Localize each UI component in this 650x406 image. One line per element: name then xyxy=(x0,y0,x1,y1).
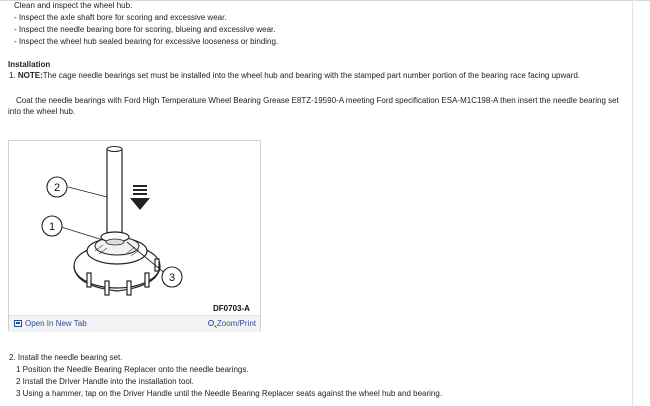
callout-1: 1 xyxy=(48,221,56,233)
open-in-new-tab-label: Open In New Tab xyxy=(25,319,87,328)
zoom-print-link[interactable] xyxy=(208,319,256,328)
figure-code: DF0703-A xyxy=(213,304,250,313)
note-label: NOTE: xyxy=(17,71,43,80)
open-new-tab-icon xyxy=(14,320,22,327)
step-1-number: 1. xyxy=(9,71,16,80)
wheel-hub-illustration xyxy=(9,141,260,315)
callout-2: 2 xyxy=(53,182,61,194)
substep-1: 1 Position the Needle Bearing Replacer onto the needle bearings. xyxy=(16,365,249,374)
substep-3: 3 Using a hammer, tap on the Driver Handle until the Needle Bearing Replacer seats against the wheel hub and bearing. xyxy=(16,389,443,398)
check-item-sealed-bearing: - Inspect the wheel hub sealed bearing for excessive looseness or binding. xyxy=(14,37,279,46)
figure-toolbar xyxy=(9,315,260,332)
installation-step-1 xyxy=(9,71,580,81)
hub-inspect-intro: Clean and inspect the wheel hub. xyxy=(14,1,133,10)
note-text: The cage needle bearings set must be installed into the wheel hub and bearing with the stamped part number portion of the bearing race facing upward. xyxy=(42,71,581,80)
step-2-heading: 2. Install the needle bearing set. xyxy=(9,353,123,362)
right-divider xyxy=(632,0,633,406)
check-item-needle-bore: - Inspect the needle bearing bore for scoring, blueing and excessive wear. xyxy=(14,25,276,34)
callout-3: 3 xyxy=(168,272,176,284)
illustration-figure xyxy=(8,140,261,331)
substep-2: 2 Install the Driver Handle into the installation tool. xyxy=(16,377,194,386)
magnifier-icon xyxy=(208,320,214,326)
open-in-new-tab-link[interactable] xyxy=(14,319,87,328)
coat-instruction-line-2: into the wheel hub. xyxy=(8,107,76,116)
check-item-axle-bore: - Inspect the axle shaft bore for scoring and excessive wear. xyxy=(14,13,227,22)
coat-instruction-line-1: Coat the needle bearings with Ford High Temperature Wheel Bearing Grease E8TZ-19590-A meeting Ford specification ESA-M1C198-A then insert the needle bearing set xyxy=(16,96,619,105)
zoom-print-label: Zoom/Print xyxy=(216,319,256,328)
installation-heading: Installation xyxy=(8,60,51,69)
